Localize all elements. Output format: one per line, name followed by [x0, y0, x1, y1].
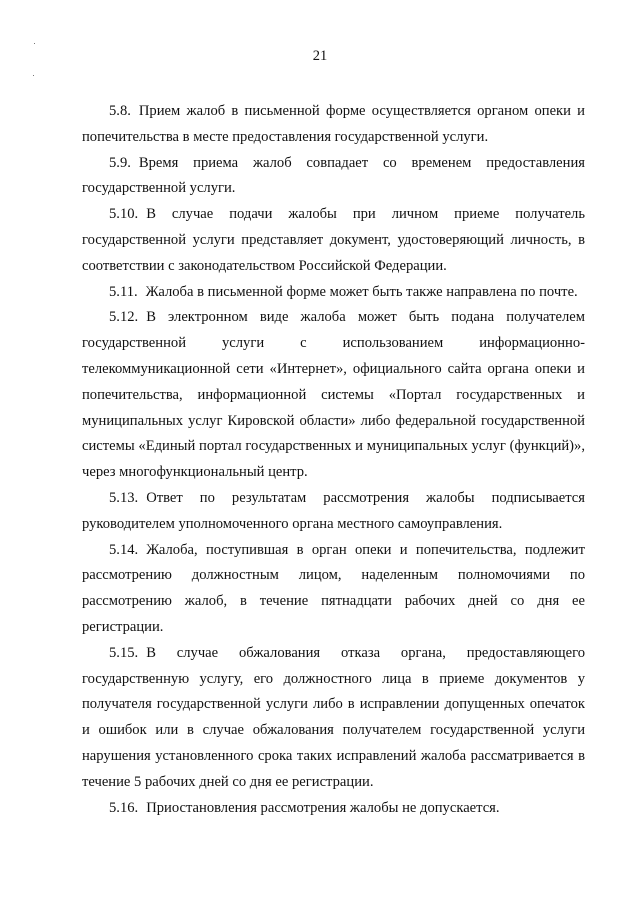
- paragraph-text: Жалоба в письменной форме может быть также направлена по почте.: [145, 283, 578, 300]
- paragraph-text: В случае обжалования отказа органа, предоставляющего государственную услугу, его должностного лица в приеме документов у получателя государственной услуги либо в исправлении допущенных опечаток и ошибок или в случае обжалования получателем государственной услуги нарушения установленного срока таких исправлений жалоба рассматривается в течение 5 рабочих дней со дня ее регистрации.: [82, 644, 585, 790]
- paragraph-text: В электронном виде жалоба может быть подана получателем государственной услуги с использованием информационно-телекоммуникационной сети «Интернет», официального сайта органа опеки и попечительства, информационной системы «Портал государственных и муниципальных услуг Кировской области» либо федеральной государственной системы «Единый портал государственных и муниципальных услуг (функций)», через многофункциональный центр.: [82, 309, 585, 481]
- paragraph-number: 5.16.: [109, 799, 139, 816]
- paragraph-5-13: [82, 486, 585, 538]
- paragraph-number: 5.15.: [109, 644, 139, 661]
- paragraph-number: 5.10.: [109, 206, 139, 223]
- page-number: 21: [312, 48, 328, 64]
- paragraph-5-16: [82, 796, 585, 822]
- paragraph-text: Время приема жалоб совпадает со временем предоставления государственной услуги.: [82, 154, 585, 197]
- paragraph-text: Приостановления рассмотрения жалобы не допускается.: [146, 799, 500, 816]
- document-body: [82, 99, 585, 821]
- paragraph-5-8: [82, 99, 585, 151]
- paragraph-number: 5.12.: [109, 309, 139, 326]
- paragraph-text: Прием жалоб в письменной форме осуществляется органом опеки и попечительства в месте предоставления государственной услуги.: [82, 103, 585, 145]
- paragraph-number: 5.9.: [109, 154, 131, 171]
- paragraph-text: Жалоба, поступившая в орган опеки и попечительства, подлежит рассмотрению должностным лицом, наделенным полномочиями по рассмотрению жалоб, в течение пятнадцати рабочих дней со дня ее регистрации.: [82, 541, 585, 635]
- paragraph-5-9: [82, 151, 585, 203]
- paragraph-number: 5.13.: [109, 489, 139, 506]
- paragraph-text: В случае подачи жалобы при личном приеме получатель государственной услуги представляет документ, удостоверяющий личность, в соответствии с законодательством Российской Федерации.: [82, 206, 585, 274]
- paragraph-5-12: [82, 305, 585, 486]
- paragraph-5-15: [82, 641, 585, 796]
- paragraph-5-10: [82, 202, 585, 279]
- paragraph-number: 5.8.: [109, 103, 131, 119]
- paragraph-5-11: [82, 280, 585, 306]
- paragraph-number: 5.11.: [109, 283, 138, 300]
- paragraph-number: 5.14.: [109, 541, 139, 558]
- paragraph-text: Ответ по результатам рассмотрения жалобы подписывается руководителем уполномоченного органа местного самоуправления.: [82, 489, 585, 532]
- paragraph-5-14: [82, 538, 585, 641]
